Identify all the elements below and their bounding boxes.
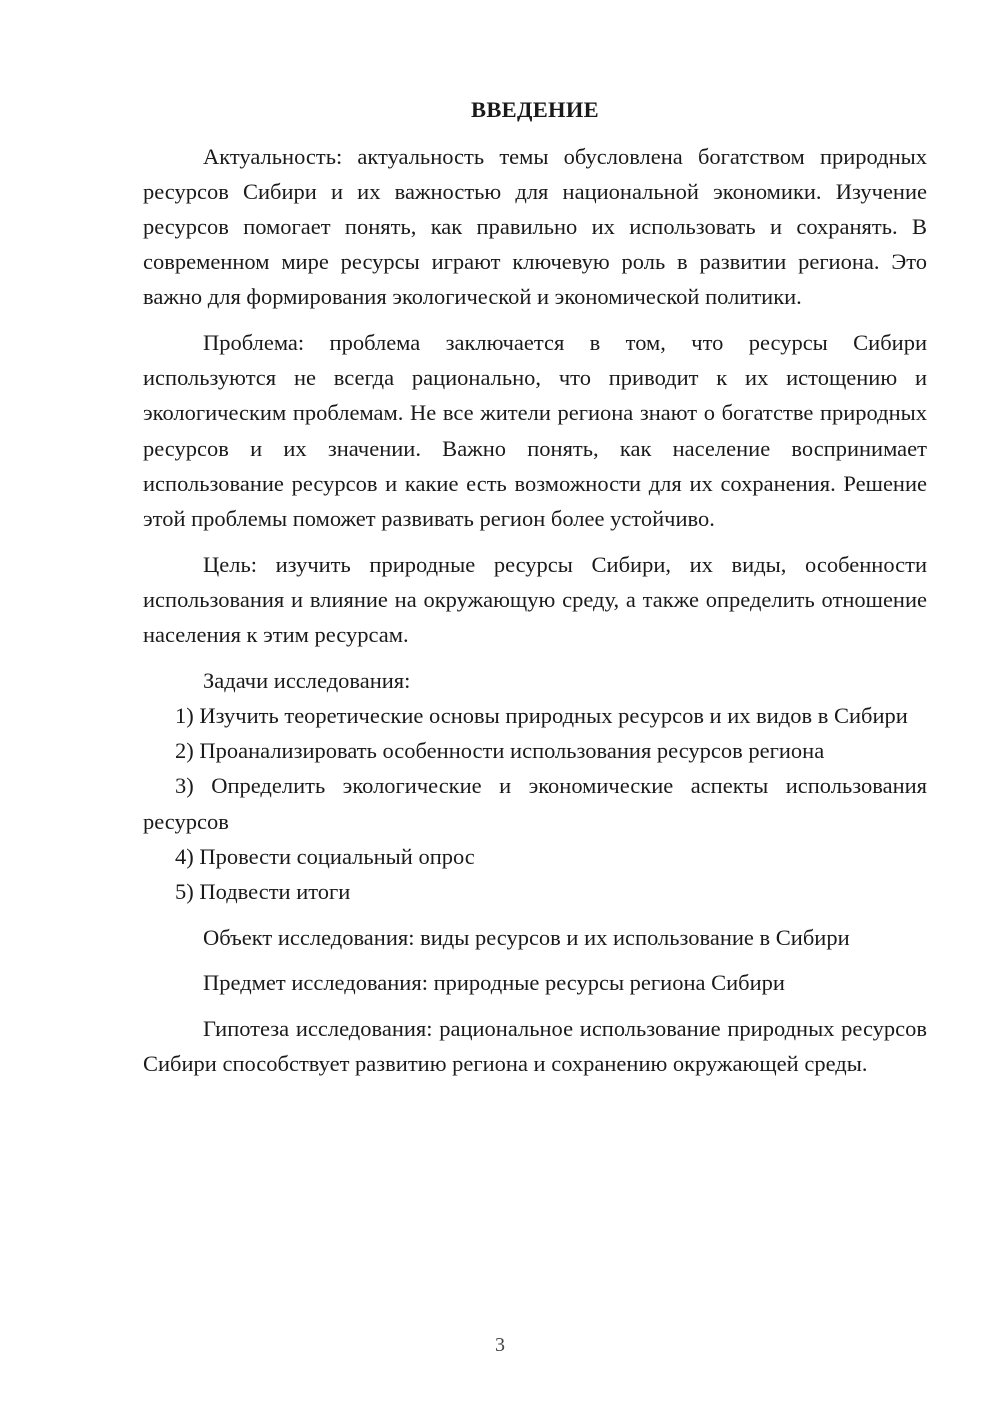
research-subject: Предмет исследования: природные ресурсы региона Сибири: [203, 970, 785, 996]
research-object: Объект исследования: виды ресурсов и их использование в Сибири: [203, 924, 850, 950]
relevance-paragraph: Актуальность: актуальность темы обусловлена богатством природных ресурсов Сибири и их важностью для национальной экономики. Изучение ресурсов помогает понять, как правильно их использовать и сохранять. В современном мире ресурсы играют ключевую роль в развитии региона. Это важно для формирования экологической и экономической политики.: [143, 143, 927, 310]
research-hypothesis: Гипотеза исследования: рациональное использование природных ресурсов Сибири способствует развитию региона и сохранению окружающей среды.: [143, 1016, 927, 1077]
task-item-5: 5) Подвести итоги: [175, 879, 351, 905]
section-title: ВВЕДЕНИЕ: [471, 97, 599, 122]
tasks-heading: Задачи исследования:: [203, 667, 411, 693]
task-item-1: 1) Изучить теоретические основы природных ресурсов и их видов в Сибири: [175, 703, 908, 729]
task-item-4: 4) Провести социальный опрос: [175, 843, 475, 869]
problem-paragraph: Проблема: проблема заключается в том, что ресурсы Сибири используются не всегда рационально, что приводит к их истощению и экологическим проблемам. Не все жители региона знают о богатстве природных ресурсов и их значении. Важно понять, как население воспринимает использование ресурсов и какие есть возможности для их сохранения. Решение этой проблемы поможет развивать регион более устойчиво.: [143, 330, 927, 532]
page-number: 3: [495, 1334, 505, 1356]
task-item-2: 2) Проанализировать особенности использования ресурсов региона: [175, 738, 825, 764]
goal-paragraph: Цель: изучить природные ресурсы Сибири, их виды, особенности использования и влияние на окружающую среду, а также определить отношение населения к этим ресурсам.: [143, 551, 927, 648]
task-item-3: 3) Определить экологические и экономические аспекты использования ресурсов: [143, 773, 927, 834]
page-content: [143, 92, 927, 1082]
